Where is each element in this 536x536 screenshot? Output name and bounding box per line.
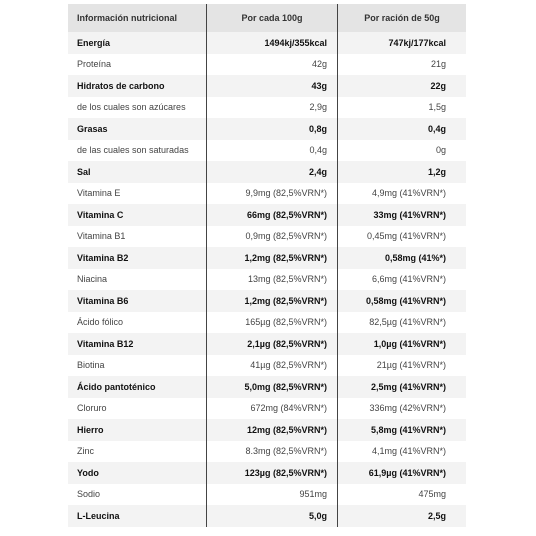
value-per-100g: 951mg <box>206 484 337 506</box>
value-per-100g: 42g <box>206 54 337 76</box>
value-per-50g: 0,58mg (41%*) <box>337 247 466 269</box>
nutrient-name: Zinc <box>77 446 95 457</box>
value-per-100g: 0,4g <box>206 140 337 162</box>
value-per-50g: 0,4g <box>337 118 466 140</box>
table-row <box>68 118 466 140</box>
value-per-50g: 21µg (41%VRN*) <box>337 355 466 377</box>
table-row <box>68 441 466 463</box>
table-body <box>68 32 466 527</box>
table-row <box>68 333 466 355</box>
nutrient-name: Niacina <box>77 274 108 285</box>
table-row <box>68 75 466 97</box>
nutrient-name: Vitamina B2 <box>77 252 129 263</box>
value-per-50g: 0,45mg (41%VRN*) <box>337 226 466 248</box>
value-per-100g: 2,1µg (82,5%VRN*) <box>206 333 337 355</box>
nutrient-name: Vitamina C <box>77 209 124 220</box>
nutrient-name: de los cuales son azúcares <box>77 102 186 113</box>
value-per-50g: 22g <box>337 75 466 97</box>
value-per-100g: 8.3mg (82,5%VRN*) <box>206 441 337 463</box>
value-per-100g: 0,8g <box>206 118 337 140</box>
nutrient-name: L-Leucina <box>77 510 120 521</box>
value-per-50g: 336mg (42%VRN*) <box>337 398 466 420</box>
nutrient-name: Ácido pantoténico <box>77 381 156 392</box>
nutrient-name: Hidratos de carbono <box>77 80 165 91</box>
table-row <box>68 505 466 527</box>
value-per-100g: 123µg (82,5%VRN*) <box>206 462 337 484</box>
table-row <box>68 32 466 54</box>
value-per-50g: 21g <box>337 54 466 76</box>
nutrient-name: Vitamina B12 <box>77 338 134 349</box>
value-per-100g: 1494kj/355kcal <box>206 32 337 54</box>
value-per-50g: 5,8mg (41%VRN*) <box>337 419 466 441</box>
nutrient-name: Energía <box>77 37 111 48</box>
nutrient-name: Ácido fólico <box>77 317 124 328</box>
value-per-50g: 475mg <box>337 484 466 506</box>
value-per-100g: 66mg (82,5%VRN*) <box>206 204 337 226</box>
table-row <box>68 269 466 291</box>
value-per-100g: 1,2mg (82,5%VRN*) <box>206 247 337 269</box>
header-per-100g: Por cada 100g <box>206 4 337 32</box>
value-per-50g: 82,5µg (41%VRN*) <box>337 312 466 334</box>
value-per-50g: 1,0µg (41%VRN*) <box>337 333 466 355</box>
value-per-100g: 1,2mg (82,5%VRN*) <box>206 290 337 312</box>
nutrient-name: Vitamina B1 <box>77 231 126 242</box>
value-per-50g: 2,5g <box>337 505 466 527</box>
value-per-100g: 2,4g <box>206 161 337 183</box>
nutrient-name: Proteína <box>77 59 112 70</box>
value-per-50g: 0g <box>337 140 466 162</box>
value-per-50g: 2,5mg (41%VRN*) <box>337 376 466 398</box>
nutrient-name: Hierro <box>77 424 104 435</box>
value-per-100g: 5,0mg (82,5%VRN*) <box>206 376 337 398</box>
nutrient-name: Vitamina B6 <box>77 295 129 306</box>
table-row <box>68 54 466 76</box>
table-row <box>68 398 466 420</box>
value-per-100g: 9,9mg (82,5%VRN*) <box>206 183 337 205</box>
value-per-100g: 12mg (82,5%VRN*) <box>206 419 337 441</box>
value-per-100g: 165µg (82,5%VRN*) <box>206 312 337 334</box>
table-row <box>68 247 466 269</box>
table-row <box>68 226 466 248</box>
header-per-50g: Por ración de 50g <box>337 4 466 32</box>
header-label: Información nutricional <box>77 13 178 23</box>
table-row <box>68 484 466 506</box>
nutrient-name: Cloruro <box>77 403 107 414</box>
nutrient-name: Grasas <box>77 123 108 134</box>
table-header <box>68 4 466 32</box>
table-row <box>68 97 466 119</box>
table-row <box>68 140 466 162</box>
value-per-50g: 61,9µg (41%VRN*) <box>337 462 466 484</box>
table-row <box>68 312 466 334</box>
value-per-50g: 6,6mg (41%VRN*) <box>337 269 466 291</box>
value-per-100g: 672mg (84%VRN*) <box>206 398 337 420</box>
nutrient-name: Biotina <box>77 360 105 371</box>
nutrient-name: Yodo <box>77 467 99 478</box>
nutrient-name: Sodio <box>77 489 101 500</box>
table-row <box>68 355 466 377</box>
value-per-100g: 43g <box>206 75 337 97</box>
table-row <box>68 462 466 484</box>
value-per-100g: 2,9g <box>206 97 337 119</box>
nutrient-name: de las cuales son saturadas <box>77 145 189 156</box>
table-row <box>68 183 466 205</box>
value-per-100g: 5,0g <box>206 505 337 527</box>
value-per-100g: 41µg (82,5%VRN*) <box>206 355 337 377</box>
value-per-50g: 33mg (41%VRN*) <box>337 204 466 226</box>
value-per-50g: 1,5g <box>337 97 466 119</box>
table-row <box>68 376 466 398</box>
nutrient-name: Sal <box>77 166 91 177</box>
table-row <box>68 204 466 226</box>
value-per-50g: 4,9mg (41%VRN*) <box>337 183 466 205</box>
nutrient-name: Vitamina E <box>77 188 121 199</box>
nutrition-table <box>68 4 466 527</box>
value-per-100g: 0,9mg (82,5%VRN*) <box>206 226 337 248</box>
value-per-50g: 0,58mg (41%VRN*) <box>337 290 466 312</box>
table-row <box>68 290 466 312</box>
table-row <box>68 419 466 441</box>
value-per-50g: 1,2g <box>337 161 466 183</box>
value-per-50g: 747kj/177kcal <box>337 32 466 54</box>
table-row <box>68 161 466 183</box>
value-per-100g: 13mg (82,5%VRN*) <box>206 269 337 291</box>
value-per-50g: 4,1mg (41%VRN*) <box>337 441 466 463</box>
